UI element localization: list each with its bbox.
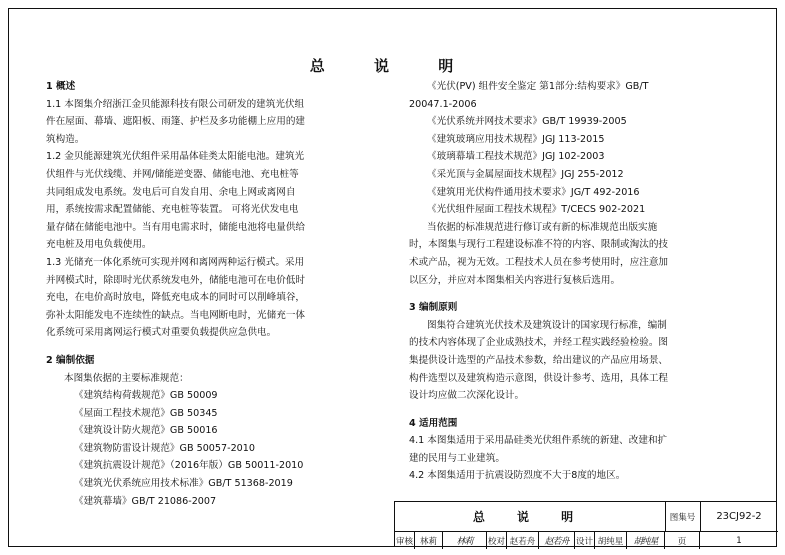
text-line: 并网模式时，除即时光伏系统发电外，储能电池可在电价低时 [46, 274, 306, 286]
signature-row [395, 531, 778, 549]
check-signature: 赵若舟 [539, 532, 575, 549]
text-line: 《建筑玻璃应用技术规程》JGJ 113-2015 [427, 133, 605, 145]
text-line: 《建筑用光伏构件通用技术要求》JG/T 492-2016 [427, 186, 640, 198]
design-label: 设计 [575, 532, 595, 549]
text-line: 件在屋面、幕墙、遮阳板、雨篷、护栏及多功能棚上应用的建 [46, 116, 306, 128]
text-line: 充电，在电价高时放电，降低充电成本的同时可以削峰填谷， [46, 292, 306, 304]
text-line: 1.1 本图集介绍浙江金贝能源科技有限公司研发的建筑光伏组 [46, 98, 305, 110]
text-line: 《建筑结构荷载规范》GB 50009 [74, 390, 218, 402]
right-column [409, 78, 739, 485]
text-line: 图集符合建筑光伏技术及建筑设计的国家现行标准，编制 [427, 319, 667, 331]
review-signature: 林莉 [443, 532, 487, 549]
text-line: 当依据的标准规范进行修订或有新的标准规范出版实施 [427, 221, 658, 233]
section-heading: 3 编制原则 [409, 302, 458, 314]
text-line: 《建筑设计防火规范》GB 50016 [74, 425, 218, 437]
text-line: 《建筑幕墙》GB/T 21086-2007 [74, 495, 217, 507]
title-block [394, 501, 777, 547]
text-line: 共同组成发电系统。发电后可自发自用、余电上网或离网自 [46, 186, 296, 198]
section-gap [409, 289, 739, 299]
section-gap [409, 405, 739, 415]
text-line: 量存储在储能电池中。当有用电需求时，储能电池将电量供给 [46, 221, 306, 233]
text-line: 《采光顶与金属屋面技术规程》JGJ 255-2012 [427, 168, 624, 180]
text-line: 筑构造。 [46, 133, 85, 145]
text-line: 的技术内容体现了企业成熟技术，并经工程实践经验检验。图 [409, 337, 669, 349]
text-line: 构件选型以及建筑构造示意图，供设计参考、选用，具体工程 [409, 372, 669, 384]
review-label: 审核 [395, 532, 415, 549]
text-line: 化系统可采用离网运行模式对重要负载提供应急供电。 [46, 327, 277, 339]
text-line: 4.2 本图集适用于抗震设防烈度不大于8度的地区。 [409, 470, 626, 482]
text-line: 《建筑抗震设计规范》（2016年版）GB 50011-2010 [74, 460, 304, 472]
atlas-number: 23CJ92-2 [716, 511, 762, 522]
atlas-number-label: 图集号 [665, 502, 701, 531]
text-line: 本图集依据的主要标准规范： [64, 372, 189, 384]
text-line: 1.3 光储充一体化系统可实现并网和离网两种运行模式。采用 [46, 256, 305, 268]
check-label: 校对 [487, 532, 507, 549]
text-line: 《屋面工程技术规范》GB 50345 [74, 407, 218, 419]
text-line: 建的民用与工业建筑。 [409, 452, 505, 464]
text-line: 设计均应做二次深化设计。 [409, 390, 525, 402]
text-line: 伏组件与光伏线缆、并网/储能逆变器、储能电池、充电桩等 [46, 168, 299, 180]
review-name: 林莉 [415, 532, 443, 549]
text-line: 以区分，并应对本图集相关内容进行复核后选用。 [409, 274, 621, 286]
left-column [46, 78, 376, 510]
check-name: 赵若舟 [507, 532, 539, 549]
text-line: 充电桩及用电负载使用。 [46, 239, 152, 251]
text-line: 《光伏系统并网技术要求》GB/T 19939-2005 [427, 116, 627, 128]
design-name: 胡纯星 [595, 532, 627, 549]
text-line: 集提供设计选型的产品技术参数，给出建议的产品应用场景、 [409, 354, 669, 366]
text-line: 20047.1-2006 [409, 98, 477, 110]
section-heading: 1 概述 [46, 81, 76, 92]
page-number: 1 [736, 535, 742, 546]
text-line: 1.2 金贝能源建筑光伏组件采用晶体硅类太阳能电池。建筑光 [46, 151, 305, 163]
text-line: 《光伏组件屋面工程技术规程》T/CECS 902-2021 [427, 204, 646, 216]
text-line: 《建筑光伏系统应用技术标准》GB/T 51368-2019 [74, 478, 293, 490]
section-heading: 4 适用范围 [409, 417, 458, 429]
design-signature: 胡纯星 [627, 532, 665, 549]
page-label: 页 [665, 532, 700, 549]
text-line: 4.1 本图集适用于采用晶硅类光伏组件系统的新建、改建和扩 [409, 435, 668, 447]
text-line: 弥补太阳能发电不连续性的缺点。当电网断电时，光储充一体 [46, 309, 306, 321]
text-line: 用，系统按需求配置储能、充电桩等装置。 可将光伏发电电 [46, 204, 299, 216]
text-line: 《玻璃幕墙工程技术规范》JGJ 102-2003 [427, 151, 605, 163]
page-title: 总 说 明 [309, 57, 476, 75]
section-heading: 2 编制依据 [46, 354, 95, 366]
text-line: 《建筑物防雷设计规范》GB 50057-2010 [74, 442, 255, 454]
text-line: 术或产品，视为无效。工程技术人员在参考使用时，应注意加 [409, 256, 669, 268]
title-block-name: 总 说 明 [395, 502, 666, 531]
text-line: 时，本图集与现行工程建设标准不符的内容、限制或淘汰的技 [409, 239, 669, 251]
text-line: 《光伏(PV) 组件安全鉴定 第1部分:结构要求》GB/T [427, 81, 649, 92]
section-gap [46, 342, 376, 352]
